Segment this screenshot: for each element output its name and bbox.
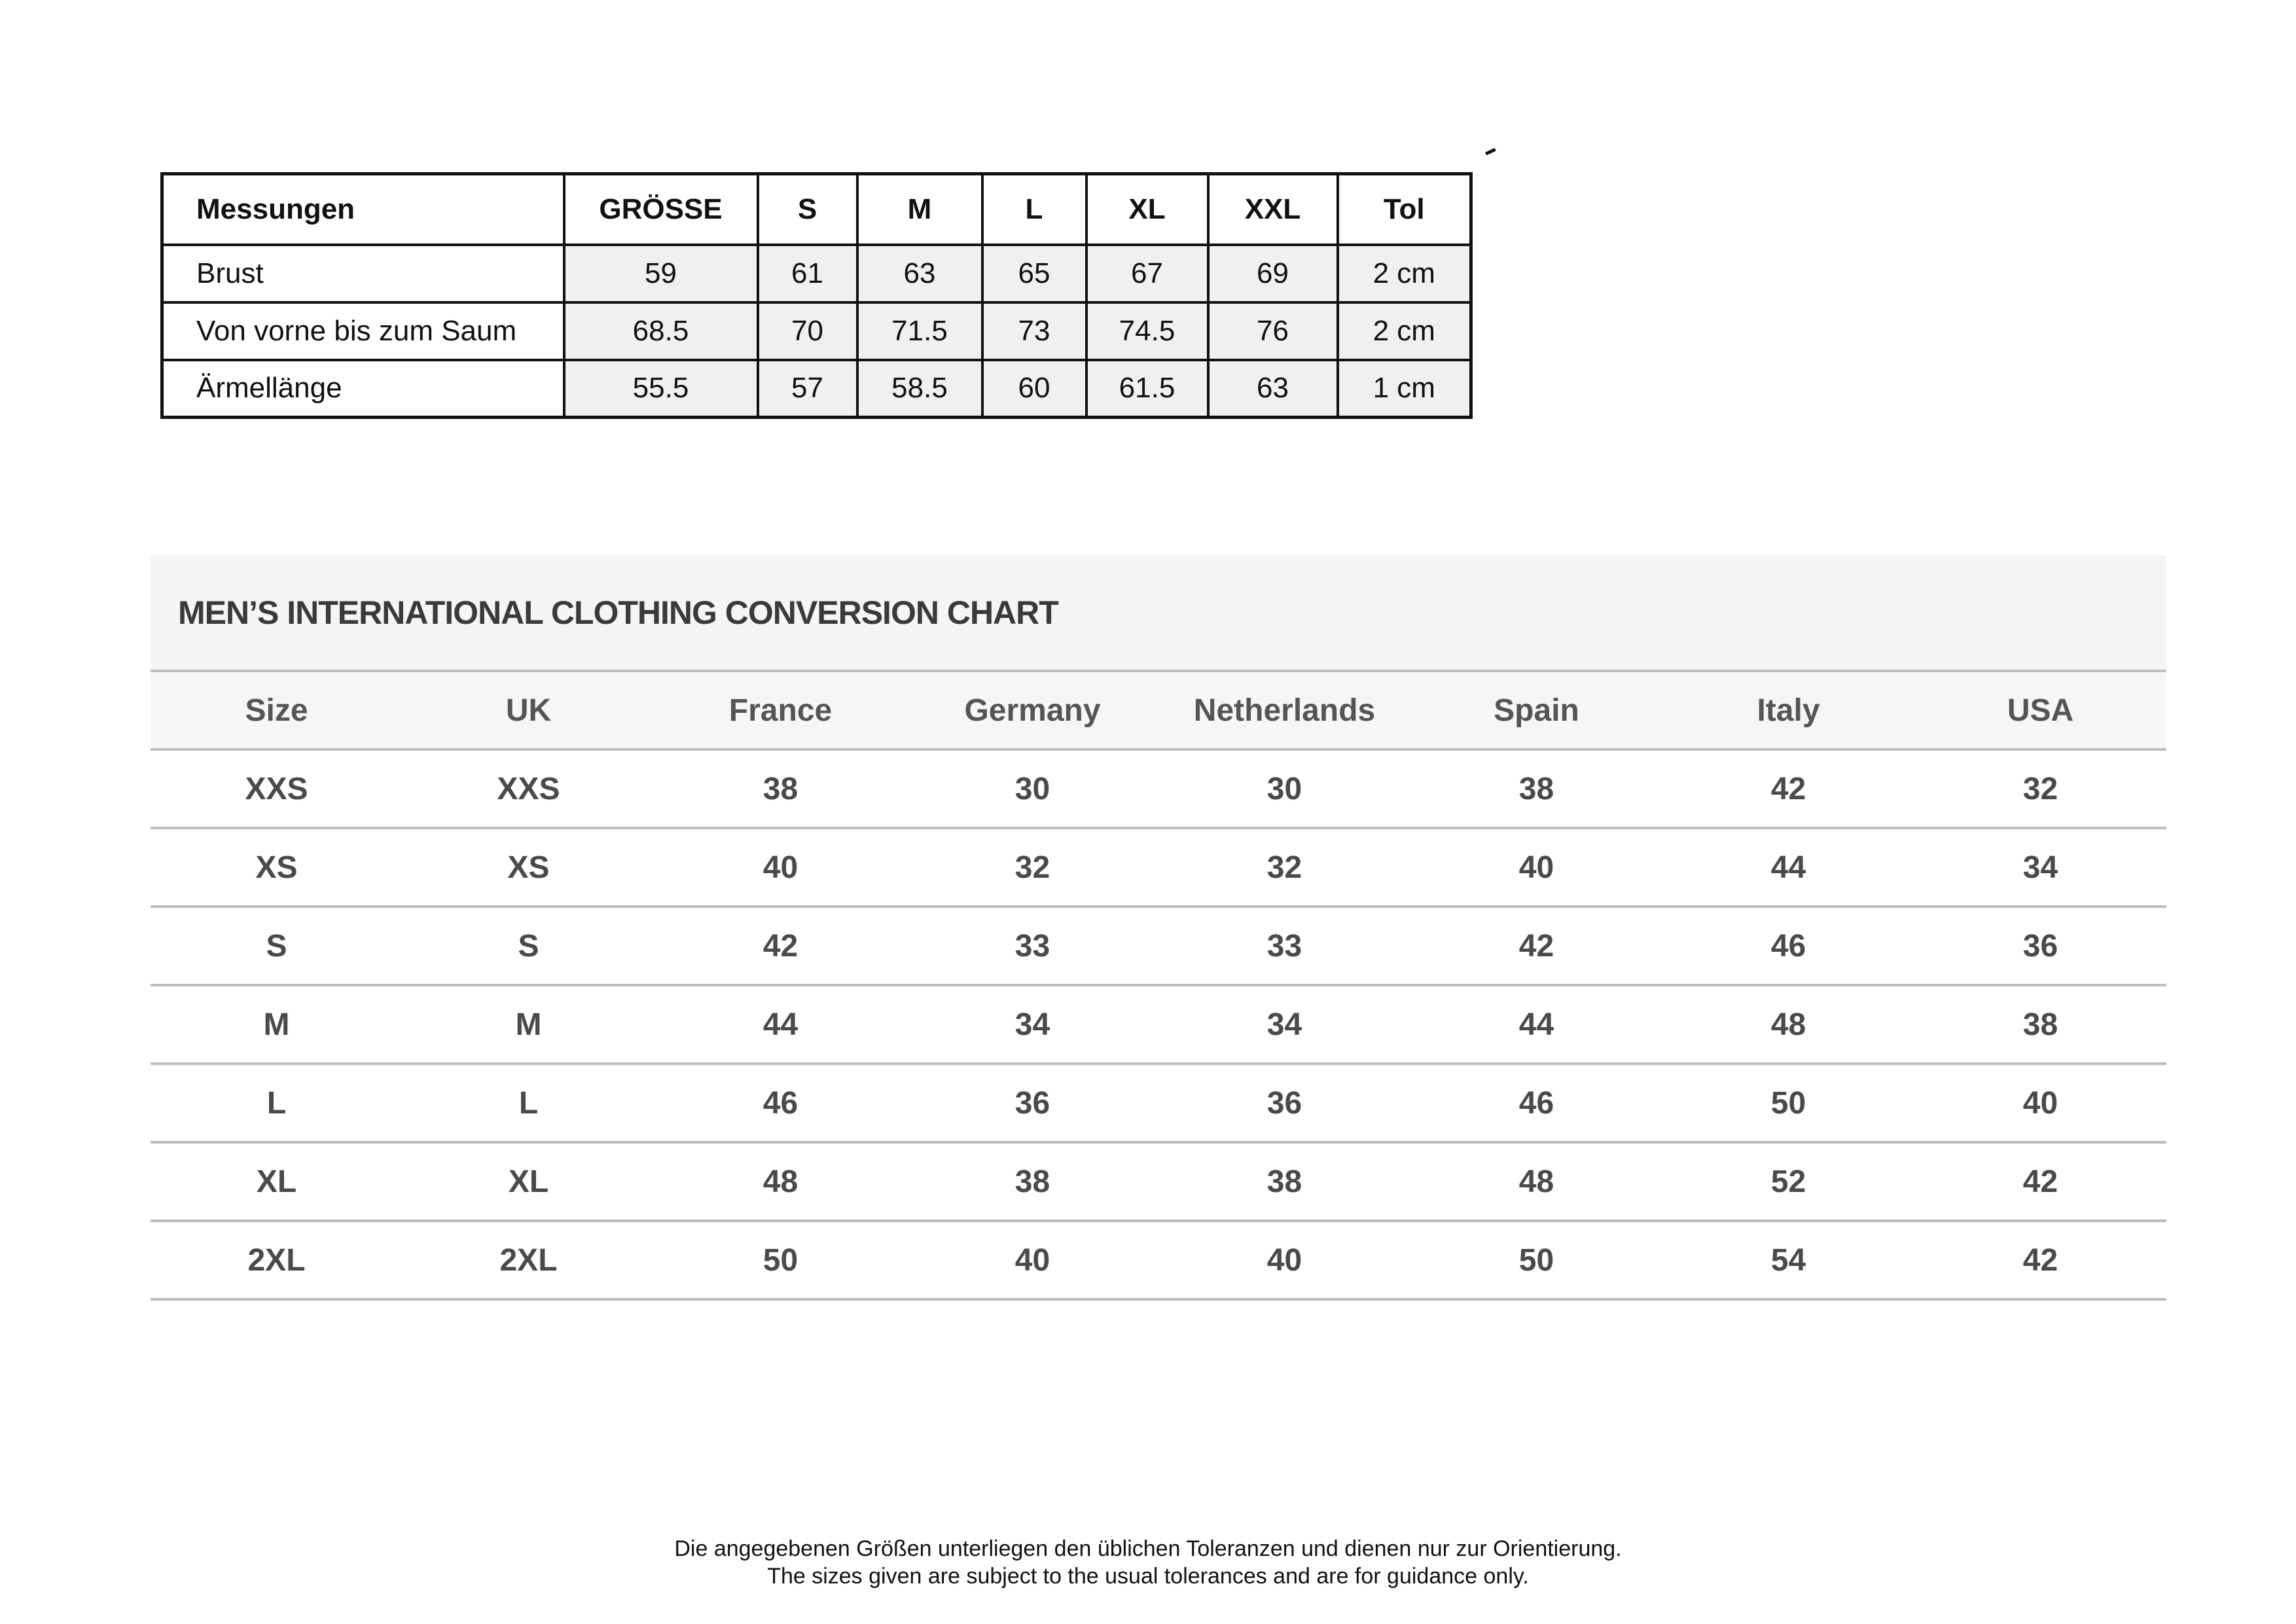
table-row <box>151 907 2166 985</box>
table-cell: XL <box>403 1142 655 1221</box>
table-cell: 38 <box>1410 749 1662 828</box>
measurements-header-row <box>162 174 1471 245</box>
measurement-tolerance: 1 cm <box>1338 360 1471 418</box>
table-cell: 48 <box>655 1142 906 1221</box>
measurement-value: 59 <box>564 245 758 302</box>
table-cell: 32 <box>906 828 1158 907</box>
measurements-header-tol: Tol <box>1338 174 1471 245</box>
table-cell: 38 <box>1158 1142 1410 1221</box>
table-row <box>151 749 2166 828</box>
table-cell: 32 <box>1914 749 2166 828</box>
measurements-header-s: S <box>758 174 857 245</box>
measurement-value: 63 <box>1208 360 1338 418</box>
conversion-header-france: France <box>655 671 906 749</box>
table-cell: S <box>151 907 403 985</box>
table-cell: XXS <box>151 749 403 828</box>
table-cell: XXS <box>403 749 655 828</box>
table-cell: 48 <box>1662 985 1914 1064</box>
table-cell: 44 <box>655 985 906 1064</box>
measurements-header-xxl: XXL <box>1208 174 1338 245</box>
table-cell: 34 <box>1158 985 1410 1064</box>
conversion-chart <box>151 555 2166 1301</box>
conversion-header-usa: USA <box>1914 671 2166 749</box>
table-cell: XS <box>151 828 403 907</box>
table-cell: 44 <box>1662 828 1914 907</box>
measurement-value: 68.5 <box>564 302 758 360</box>
table-cell: 38 <box>906 1142 1158 1221</box>
table-cell: 44 <box>1410 985 1662 1064</box>
measurement-value: 57 <box>758 360 857 418</box>
table-cell: 42 <box>1914 1221 2166 1299</box>
table-cell: L <box>403 1064 655 1142</box>
table-cell: 50 <box>1410 1221 1662 1299</box>
table-cell: 46 <box>1410 1064 1662 1142</box>
measurement-value: 71.5 <box>857 302 982 360</box>
tick-mark-icon <box>1485 148 1497 157</box>
conversion-header-netherlands: Netherlands <box>1158 671 1410 749</box>
table-cell: XL <box>151 1142 403 1221</box>
table-cell: 42 <box>1410 907 1662 985</box>
conversion-header-row <box>151 671 2166 749</box>
table-cell: 38 <box>1914 985 2166 1064</box>
table-cell: M <box>151 985 403 1064</box>
table-cell: 33 <box>1158 907 1410 985</box>
measurement-label: Brust <box>162 245 564 302</box>
measurements-header-m: M <box>857 174 982 245</box>
table-cell: 33 <box>906 907 1158 985</box>
measurement-value: 69 <box>1208 245 1338 302</box>
table-cell: 42 <box>1914 1142 2166 1221</box>
measurement-value: 60 <box>982 360 1086 418</box>
conversion-title: MEN’S INTERNATIONAL CLOTHING CONVERSION CHART <box>178 594 1058 631</box>
measurement-value: 67 <box>1086 245 1208 302</box>
table-cell: 32 <box>1158 828 1410 907</box>
conversion-table <box>151 670 2166 1301</box>
conversion-header-size: Size <box>151 671 403 749</box>
table-cell: 52 <box>1662 1142 1914 1221</box>
table-cell: 40 <box>1410 828 1662 907</box>
table-cell: 54 <box>1662 1221 1914 1299</box>
conversion-header-germany: Germany <box>906 671 1158 749</box>
table-cell: 40 <box>655 828 906 907</box>
measurement-value: 70 <box>758 302 857 360</box>
table-cell: 36 <box>1158 1064 1410 1142</box>
table-cell: M <box>403 985 655 1064</box>
measurements-header-size: GRÖSSE <box>564 174 758 245</box>
table-row <box>151 985 2166 1064</box>
conversion-header-spain: Spain <box>1410 671 1662 749</box>
table-row <box>151 1142 2166 1221</box>
table-cell: 38 <box>655 749 906 828</box>
conversion-title-bar <box>151 555 2166 670</box>
measurement-value: 76 <box>1208 302 1338 360</box>
footer-note <box>0 1535 2296 1590</box>
table-cell: 46 <box>1662 907 1914 985</box>
table-cell: 30 <box>906 749 1158 828</box>
table-cell: 34 <box>1914 828 2166 907</box>
measurements-row-length <box>162 302 1471 360</box>
table-row <box>151 828 2166 907</box>
table-cell: 46 <box>655 1064 906 1142</box>
measurement-value: 73 <box>982 302 1086 360</box>
table-cell: 40 <box>1158 1221 1410 1299</box>
table-cell: L <box>151 1064 403 1142</box>
table-cell: 34 <box>906 985 1158 1064</box>
measurements-row-sleeve <box>162 360 1471 418</box>
measurement-label: Ärmellänge <box>162 360 564 418</box>
measurement-value: 58.5 <box>857 360 982 418</box>
measurement-value: 55.5 <box>564 360 758 418</box>
table-cell: S <box>403 907 655 985</box>
measurement-value: 61 <box>758 245 857 302</box>
measurement-label: Von vorne bis zum Saum <box>162 302 564 360</box>
measurement-value: 74.5 <box>1086 302 1208 360</box>
measurement-tolerance: 2 cm <box>1338 302 1471 360</box>
table-cell: 40 <box>906 1221 1158 1299</box>
measurements-header-l: L <box>982 174 1086 245</box>
table-cell: 42 <box>655 907 906 985</box>
table-cell: 42 <box>1662 749 1914 828</box>
measurements-header-label: Messungen <box>162 174 564 245</box>
conversion-header-uk: UK <box>403 671 655 749</box>
measurements-table <box>160 172 1473 419</box>
conversion-header-italy: Italy <box>1662 671 1914 749</box>
table-row <box>151 1064 2166 1142</box>
table-cell: 36 <box>906 1064 1158 1142</box>
footer-line-english: The sizes given are subject to the usual tolerances and are for guidance only. <box>767 1564 1529 1589</box>
table-cell: XS <box>403 828 655 907</box>
measurement-value: 61.5 <box>1086 360 1208 418</box>
measurement-value: 65 <box>982 245 1086 302</box>
table-cell: 40 <box>1914 1064 2166 1142</box>
measurements-header-xl: XL <box>1086 174 1208 245</box>
measurement-value: 63 <box>857 245 982 302</box>
measurements-row-chest <box>162 245 1471 302</box>
table-cell: 2XL <box>151 1221 403 1299</box>
table-cell: 36 <box>1914 907 2166 985</box>
table-row <box>151 1221 2166 1299</box>
table-cell: 50 <box>655 1221 906 1299</box>
measurement-tolerance: 2 cm <box>1338 245 1471 302</box>
table-cell: 48 <box>1410 1142 1662 1221</box>
footer-line-german: Die angegebenen Größen unterliegen den üblichen Toleranzen und dienen nur zur Orientierung. <box>674 1536 1622 1561</box>
table-cell: 50 <box>1662 1064 1914 1142</box>
table-cell: 2XL <box>403 1221 655 1299</box>
table-cell: 30 <box>1158 749 1410 828</box>
